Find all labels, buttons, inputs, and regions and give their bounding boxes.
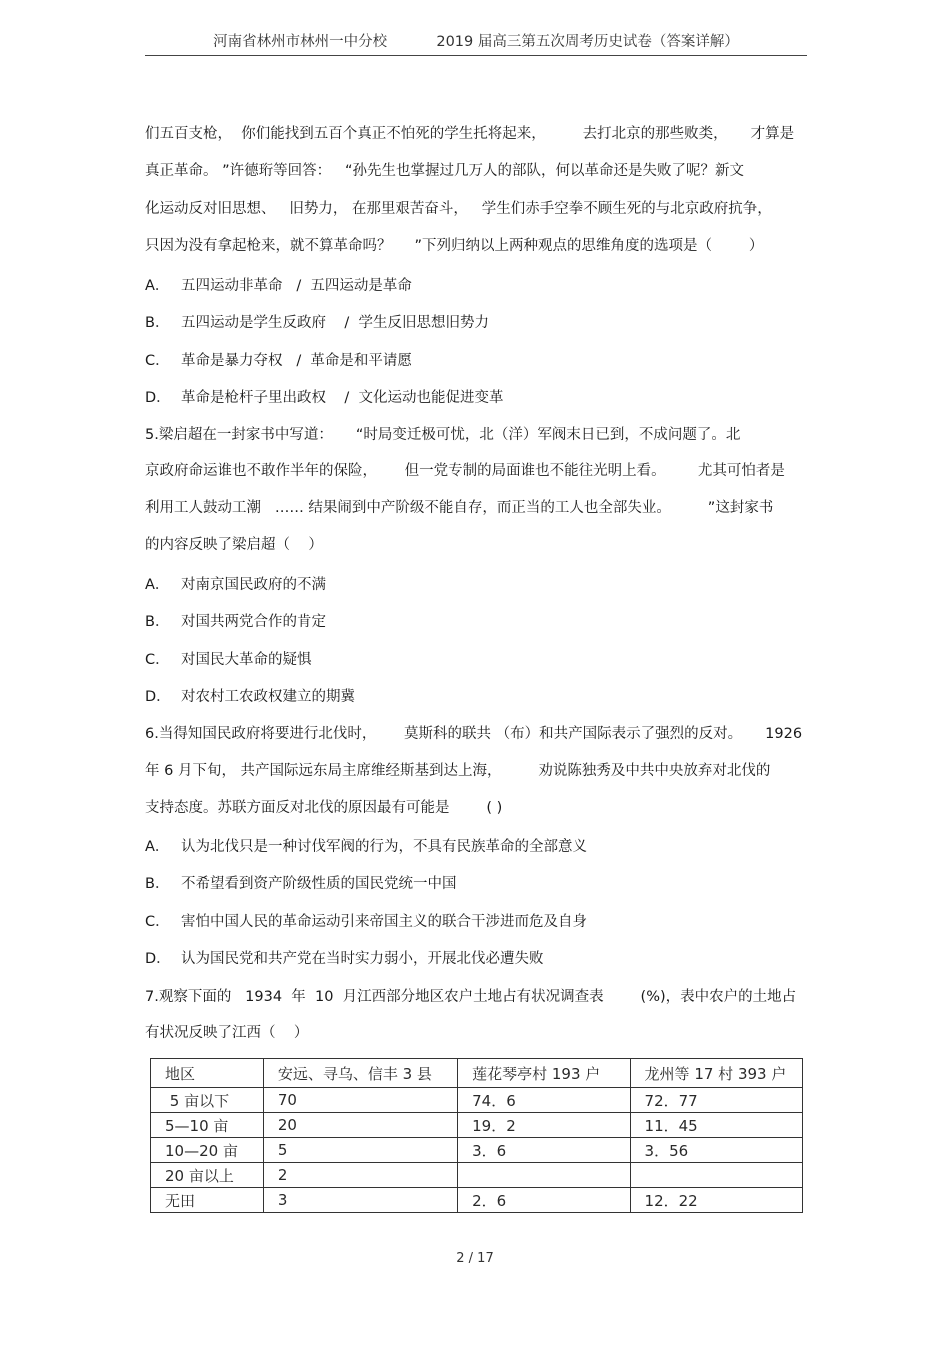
table-cell: 19．2	[458, 1113, 630, 1138]
q4-option-a	[145, 276, 412, 296]
header-school: 河南省林州市林州一中分校	[213, 34, 388, 50]
table-header-row	[151, 1059, 803, 1088]
option-text: 革命是暴力夺权 / 革命是和平请愿	[181, 353, 412, 369]
table-cell: 11．45	[630, 1113, 802, 1138]
table-cell: 20	[263, 1113, 457, 1138]
q5-line-1: 5.梁启超在一封家书中写道： “时局变迁极可忧，北（洋）军阀末日已到，不成问题了。北	[145, 427, 741, 443]
q7-line-2: 有状况反映了江西（ ）	[145, 1025, 309, 1041]
table-row	[151, 1188, 803, 1213]
q6-line-3: 支持态度。苏联方面反对北伐的原因最有可能是 ( )	[145, 800, 503, 816]
option-text: 认为国民党和共产党在当时实力弱小，开展北伐必遭失败	[181, 951, 544, 967]
option-text: 对南京国民政府的不满	[181, 577, 326, 593]
q4-line-4: 只因为没有拿起枪来，就不算革命吗？ ”下列归纳以上两种观点的思维角度的选项是（ ）	[145, 238, 764, 254]
q4-option-c	[145, 351, 412, 371]
table-cell: 3	[263, 1188, 457, 1213]
q6-option-c	[145, 912, 587, 932]
option-text: 对农村工农政权建立的期冀	[181, 689, 355, 705]
q5-option-d	[145, 687, 355, 707]
option-text: 五四运动非革命 / 五四运动是革命	[181, 278, 412, 294]
q6-line-1: 6.当得知国民政府将要进行北伐时， 莫斯科的联共 （布）和共产国际表示了强烈的反对。 1926	[145, 726, 803, 742]
land-ownership-table	[150, 1058, 803, 1213]
option-text: 对国共两党合作的肯定	[181, 614, 326, 630]
table-header-cell: 莲花琴亭村 193 户	[458, 1059, 630, 1088]
option-letter: D．	[145, 390, 171, 406]
table-row	[151, 1163, 803, 1188]
option-letter: B．	[145, 614, 170, 630]
table-cell	[458, 1163, 630, 1188]
table-header-cell: 龙州等 17 村 393 户	[630, 1059, 802, 1088]
q4-line-3: 化运动反对旧思想、 旧势力， 在那里艰苦奋斗， 学生们赤手空拳不顾生死的与北京政府抗争，	[145, 201, 772, 217]
table-cell: 无田	[151, 1188, 264, 1213]
option-text: 五四运动是学生反政府 / 学生反旧思想旧势力	[181, 315, 490, 331]
q5-line-3: 利用工人鼓动工潮 …… 结果闹到中产阶级不能自存，而正当的工人也全部失业。 ”这封家书	[145, 500, 774, 516]
q6-option-a	[145, 837, 587, 857]
table-cell: 3．56	[630, 1138, 802, 1163]
q6-line-2: 年 6 月下旬， 共产国际远东局主席维经斯基到达上海， 劝说陈独秀及中共中央放弃对北伐的	[145, 763, 771, 779]
q4-option-d	[145, 388, 504, 408]
table-header-cell: 地区	[151, 1059, 264, 1088]
page-number: 2 / 17	[456, 1251, 494, 1266]
table-cell: 5	[263, 1138, 457, 1163]
option-text: 对国民大革命的疑惧	[181, 652, 312, 668]
q4-line-2: 真正革命。 ”许德珩等回答： “孙先生也掌握过几万人的部队，何以革命还是失败了呢？新文	[145, 163, 744, 179]
option-letter: A．	[145, 577, 170, 593]
table-cell: 74．6	[458, 1088, 630, 1113]
option-letter: A．	[145, 839, 170, 855]
table-cell: 70	[263, 1088, 457, 1113]
option-letter: C．	[145, 652, 170, 668]
table-cell: 3．6	[458, 1138, 630, 1163]
option-letter: B．	[145, 315, 170, 331]
option-letter: D．	[145, 951, 171, 967]
option-text: 认为北伐只是一种讨伐军阀的行为，不具有民族革命的全部意义	[181, 839, 587, 855]
q6-option-b	[145, 874, 457, 894]
q6-option-d	[145, 949, 544, 969]
table-cell: 72．77	[630, 1088, 802, 1113]
option-text: 不希望看到资产阶级性质的国民党统一中国	[181, 876, 457, 892]
table-header-cell: 安远、寻乌、信丰 3 县	[263, 1059, 457, 1088]
table-cell: 2	[263, 1163, 457, 1188]
table-cell: 10—20 亩	[151, 1138, 264, 1163]
option-letter: C．	[145, 914, 170, 930]
q5-option-b	[145, 612, 326, 632]
table-cell: 5 亩以下	[151, 1088, 264, 1113]
q5-option-c	[145, 650, 312, 670]
header-exam-title: 2019 届高三第五次周考历史试卷（答案详解）	[436, 34, 739, 50]
page-header	[145, 30, 807, 51]
table-cell: 5—10 亩	[151, 1113, 264, 1138]
table-cell	[630, 1163, 802, 1188]
table-row	[151, 1088, 803, 1113]
option-letter: A．	[145, 278, 170, 294]
q5-line-2: 京政府命运谁也不敢作半年的保险， 但一党专制的局面谁也不能往光明上看。 尤其可怕者是	[145, 463, 785, 479]
table-cell: 20 亩以上	[151, 1163, 264, 1188]
table-row	[151, 1138, 803, 1163]
q5-option-a	[145, 575, 326, 595]
table-row	[151, 1113, 803, 1138]
q7-line-1: 7.观察下面的 1934 年 10 月江西部分地区农户土地占有状况调查表 (%)，表中农户的土地占	[145, 989, 797, 1005]
option-letter: D．	[145, 689, 171, 705]
q4-line-1: 们五百支枪， 你们能找到五百个真正不怕死的学生托将起来， 去打北京的那些败类， 才算是	[145, 126, 795, 142]
q5-line-4: 的内容反映了梁启超（ ）	[145, 537, 323, 553]
table-cell: 12．22	[630, 1188, 802, 1213]
option-text: 害怕中国人民的革命运动引来帝国主义的联合干涉进而危及自身	[181, 914, 587, 930]
option-text: 革命是枪杆子里出政权 / 文化运动也能促进变革	[181, 390, 504, 406]
q4-option-b	[145, 313, 489, 333]
header-divider	[145, 55, 807, 56]
table-cell: 2．6	[458, 1188, 630, 1213]
option-letter: B．	[145, 876, 170, 892]
option-letter: C．	[145, 353, 170, 369]
